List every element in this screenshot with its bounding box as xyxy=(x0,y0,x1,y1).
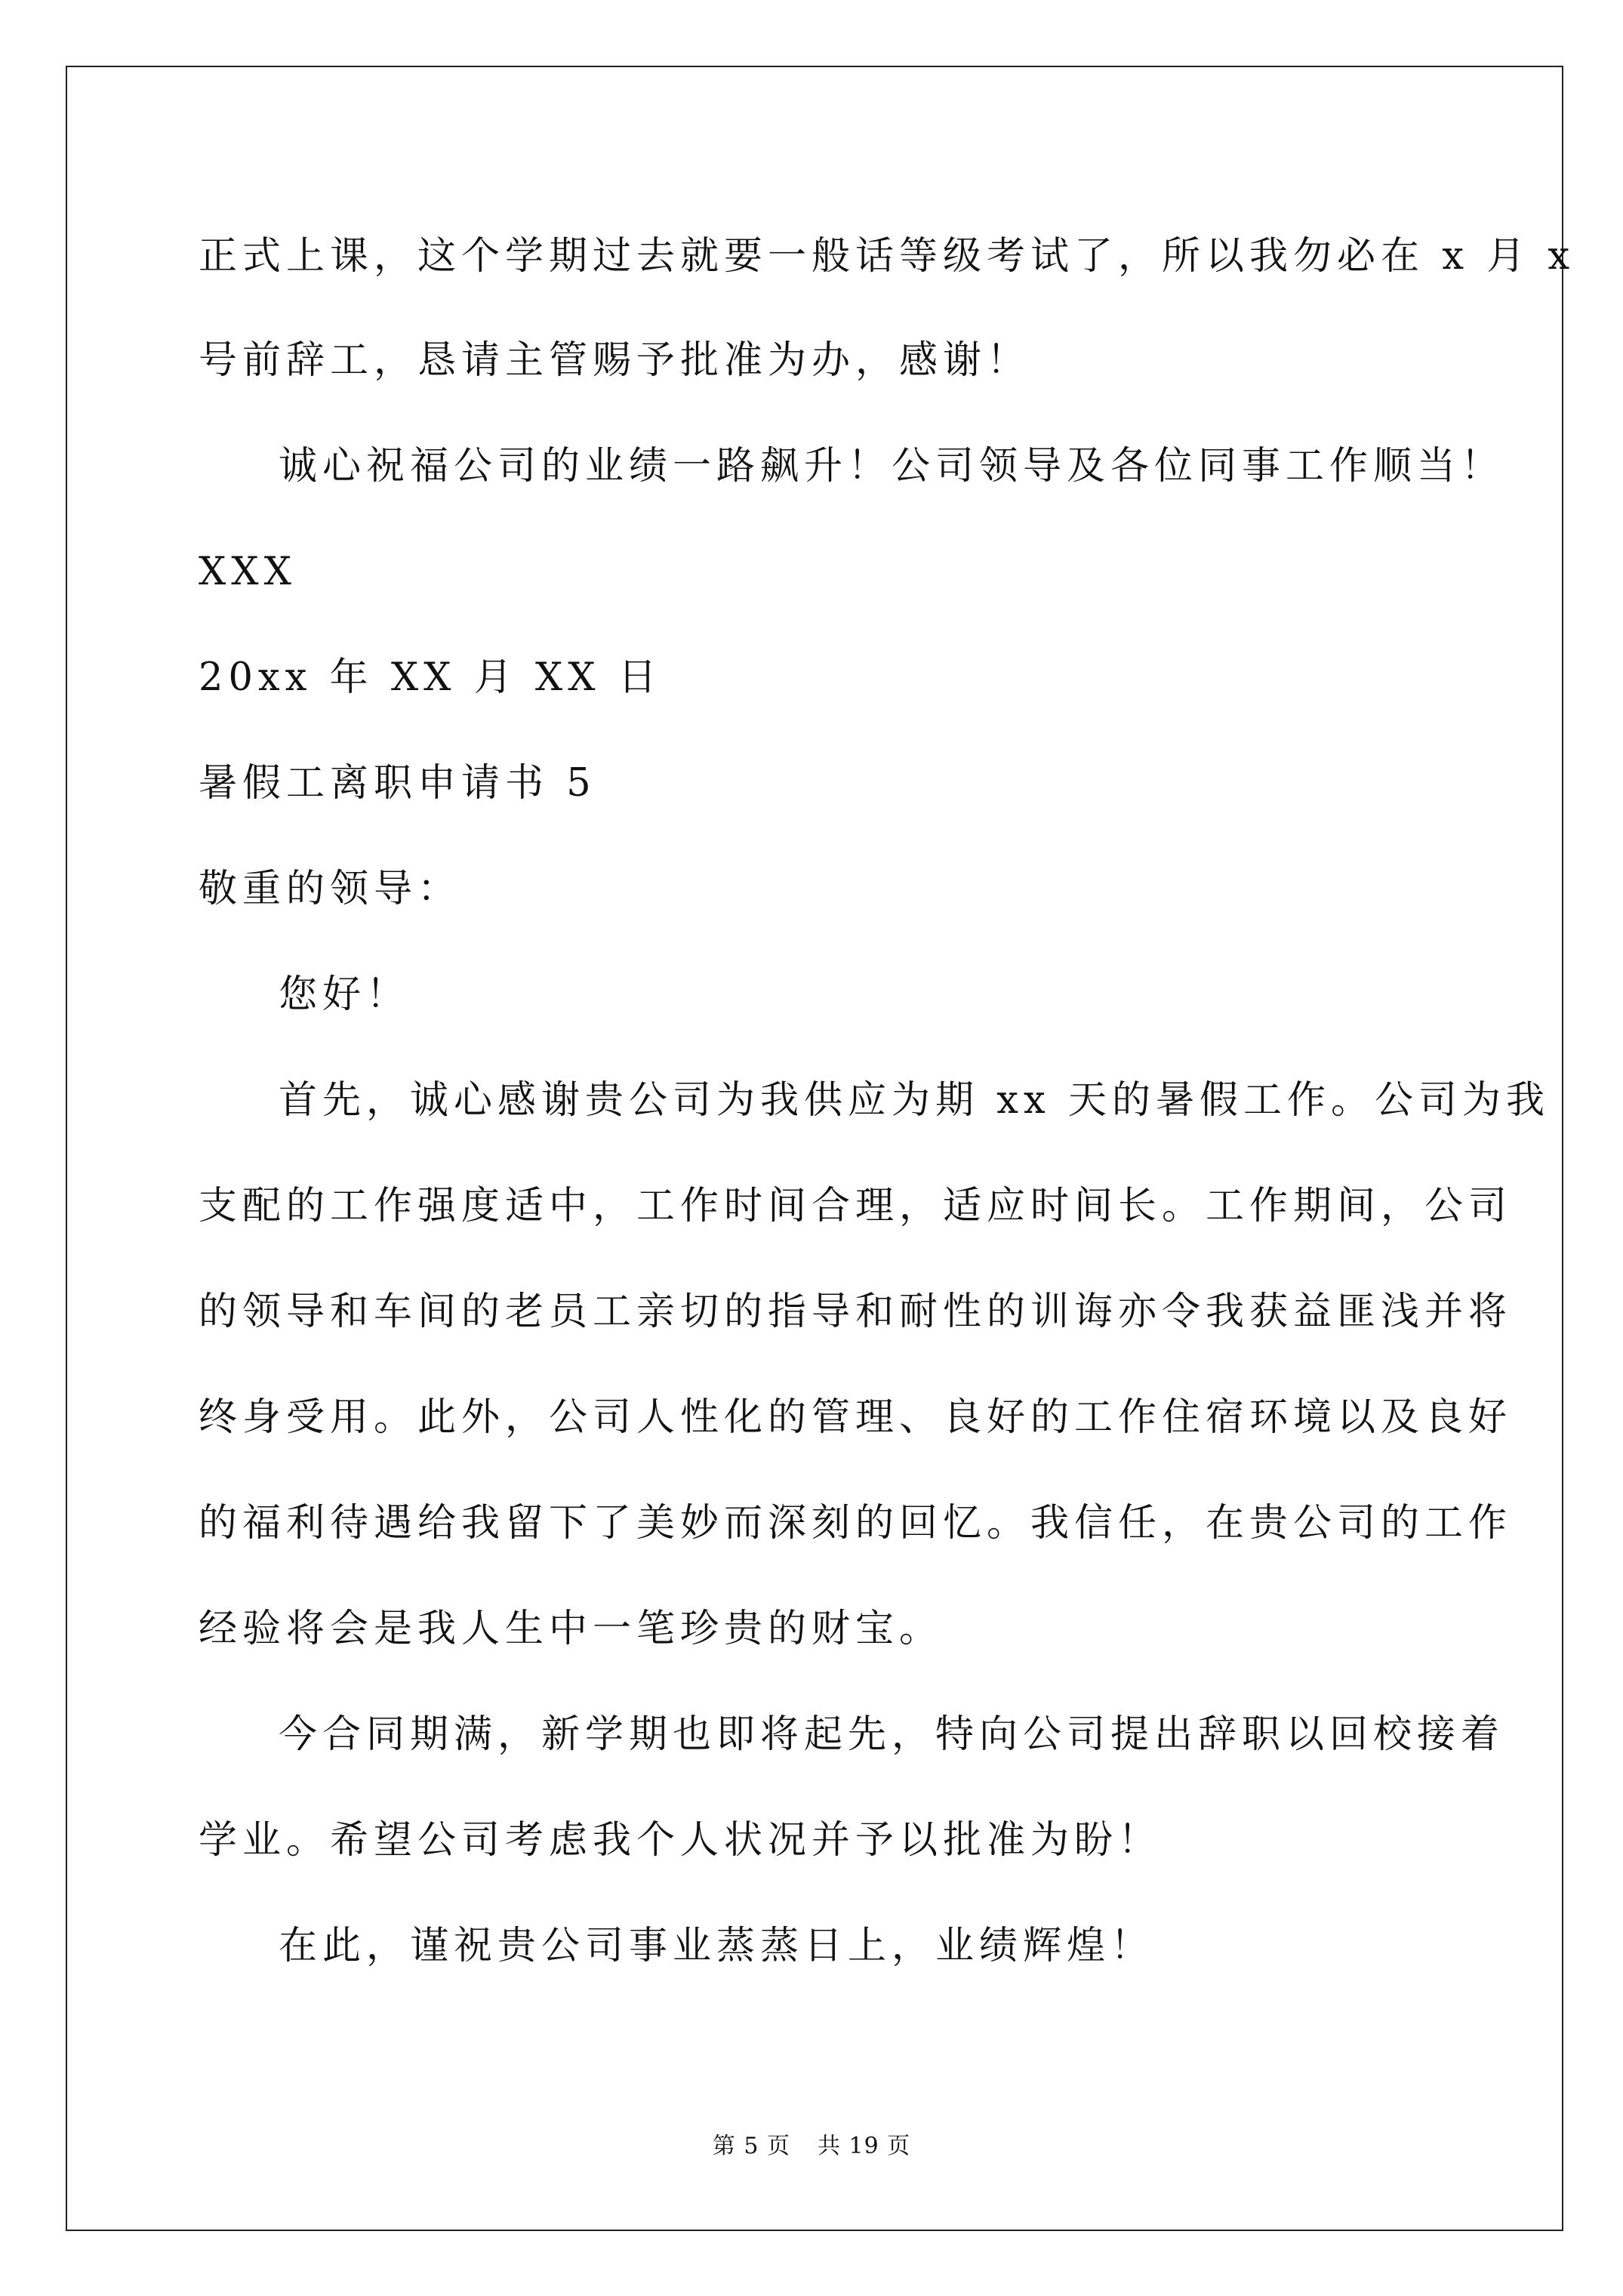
body-line: 的领导和车间的老员工亲切的指导和耐性的训诲亦令我获益匪浅并将 xyxy=(199,1290,1513,1334)
body-line: 正式上课，这个学期过去就要一般话等级考试了，所以我勿必在 x 月 x xyxy=(199,234,1575,279)
body-line: 的福利待遇给我留下了美妙而深刻的回忆。我信任，在贵公司的工作 xyxy=(199,1501,1513,1546)
signature-name: XXX xyxy=(199,550,297,594)
page-number: 第 5 页 xyxy=(712,2133,790,2159)
body-line: 经验将会是我人生中一笔珍贵的财宝。 xyxy=(199,1607,944,1651)
page-footer xyxy=(0,2133,1623,2160)
section-title: 暑假工离职申请书 5 xyxy=(199,761,596,806)
body-line: 诚心祝福公司的业绩一路飙升！公司领导及各位同事工作顺当！ xyxy=(279,444,1505,488)
body-line: 首先，诚心感谢贵公司为我供应为期 xx 天的暑假工作。公司为我 xyxy=(279,1078,1550,1123)
body-line: 今合同期满，新学期也即将起先，特向公司提出辞职以回校接着 xyxy=(279,1712,1505,1757)
body-line: 支配的工作强度适中，工作时间合理，适应时间长。工作期间，公司 xyxy=(199,1184,1513,1228)
page-border xyxy=(66,66,1563,2231)
body-line: 号前辞工，恳请主管赐予批准为办，感谢！ xyxy=(199,338,1031,383)
body-line: 学业。希望公司考虑我个人状况并予以批准为盼！ xyxy=(199,1818,1163,1863)
greeting: 您好！ xyxy=(279,972,411,1017)
body-line: 在此，谨祝贵公司事业蒸蒸日上，业绩辉煌！ xyxy=(279,1924,1155,1968)
signature-date: 20xx 年 XX 月 XX 日 xyxy=(199,655,662,700)
page-total: 共 19 页 xyxy=(817,2133,911,2159)
salutation: 敬重的领导： xyxy=(199,867,462,911)
body-line: 终身受用。此外，公司人性化的管理、良好的工作住宿环境以及良好 xyxy=(199,1395,1513,1440)
